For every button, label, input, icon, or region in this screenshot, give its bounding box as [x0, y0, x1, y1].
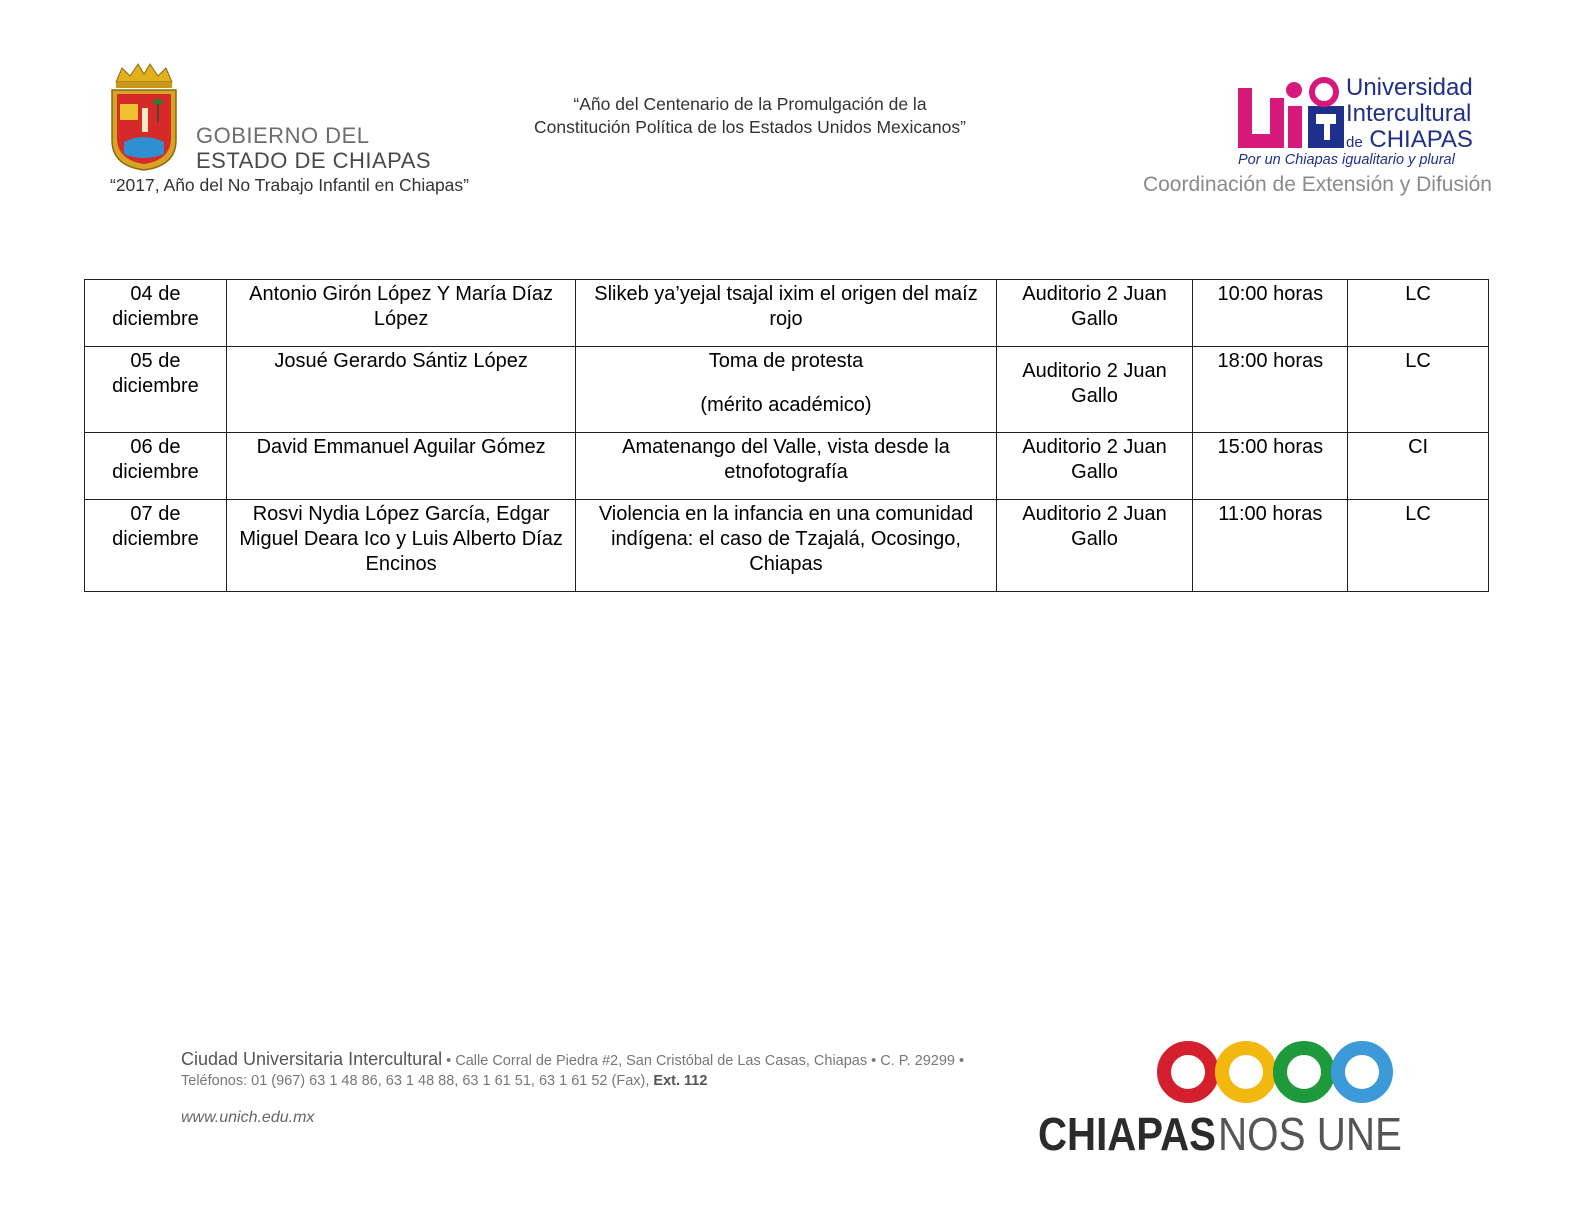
type-cell: LC [1348, 280, 1489, 347]
table-row [85, 280, 1489, 347]
gov-motto: “2017, Año del No Trabajo Infantil en Chiapas” [110, 175, 469, 195]
chiapas-nos-une-logo-icon [1038, 1040, 1404, 1160]
place-cell [996, 347, 1193, 433]
title-cell [576, 347, 996, 433]
footer-address: Ciudad Universitaria Intercultural • Calle Corral de Piedra #2, San Cristóbal de Las Casas, Chiapas • C. P. 29299 • Teléfonos: 01 (967) 63 1 48 86, 63 1 48 88, 63 1 61 51, 63 1 61 52 (Fax), Ext. 112 [181, 1049, 965, 1089]
gov-name-line2: ESTADO DE CHIAPAS [196, 148, 432, 173]
centenary-motto-line2: Constitución Política de los Estados Unidos Mexicanos” [534, 117, 966, 137]
table-row [85, 500, 1489, 592]
date-cell: 06 de diciembre [85, 433, 227, 500]
unich-name-line3 [1346, 126, 1473, 154]
table-row [85, 433, 1489, 500]
footer-website-link[interactable]: www.unich.edu.mx [181, 1109, 315, 1126]
time-cell: 15:00 horas [1193, 433, 1348, 500]
title-cell: Amatenango del Valle, vista desde la etnofotografía [576, 433, 996, 500]
coordination-title: Coordinación de Extensión y Difusión [1142, 173, 1492, 196]
footer-address-text: Calle Corral de Piedra #2, San Cristóbal de Las Casas, Chiapas • C. P. 29299 • Teléfonos: 01 (967) 63 1 48 86, 63 1 48 88, 63 1 61 51, 63 1 61 52 (Fax), [181, 1053, 965, 1089]
unich-name-line1: Universidad [1346, 74, 1473, 101]
title-cell: Violencia en la infancia en una comunidad indígena: el caso de Tzajalá, Ocosingo, Chiapas [576, 500, 996, 592]
events-table [84, 279, 1489, 592]
speaker-cell: Josué Gerardo Sántiz López [226, 347, 575, 433]
date-cell: 05 de diciembre [85, 347, 227, 433]
time-cell: 11:00 horas [1193, 500, 1348, 592]
footer-campus: Ciudad Universitaria Intercultural [181, 1049, 443, 1069]
speaker-cell: David Emmanuel Aguilar Gómez [226, 433, 575, 500]
type-cell: LC [1348, 500, 1489, 592]
place-cell: Auditorio 2 Juan Gallo [996, 500, 1193, 592]
centenary-motto-line1: “Año del Centenario de la Promulgación de la [573, 94, 927, 114]
brand-bold-text: CHIAPAS [1038, 1108, 1216, 1160]
unich-name-chiapas: CHIAPAS [1369, 126, 1473, 153]
place-cell: Auditorio 2 Juan Gallo [996, 433, 1193, 500]
footer-ext: Ext. 112 [653, 1073, 708, 1089]
type-cell: LC [1348, 347, 1489, 433]
chiapas-coat-of-arms-icon [108, 62, 180, 172]
title-main: Toma de protesta [708, 350, 864, 372]
place-text: Auditorio 2 Juan Gallo [1022, 360, 1167, 407]
title-subline: (mérito académico) [700, 394, 872, 416]
unich-tagline: Por un Chiapas igualitario y plural [1238, 152, 1455, 168]
title-cell: Slikeb ya’yejal tsajal ixim el origen del maíz rojo [576, 280, 996, 347]
unich-name-de: de [1346, 134, 1363, 151]
date-cell: 07 de diciembre [85, 500, 227, 592]
gov-name-line1: GOBIERNO DEL [196, 123, 370, 148]
unich-name-line2: Intercultural [1346, 100, 1472, 127]
time-cell: 10:00 horas [1193, 280, 1348, 347]
time-cell: 18:00 horas [1193, 347, 1348, 433]
place-cell: Auditorio 2 Juan Gallo [996, 280, 1193, 347]
unich-logo-icon [1236, 76, 1346, 156]
date-cell: 04 de diciembre [85, 280, 227, 347]
centenary-motto [470, 93, 1030, 139]
brand-light-text: NOS UNE [1218, 1108, 1402, 1160]
speaker-cell: Antonio Girón López Y María Díaz López [226, 280, 575, 347]
type-cell: CI [1348, 433, 1489, 500]
speaker-cell: Rosvi Nydia López García, Edgar Miguel Deara Ico y Luis Alberto Díaz Encinos [226, 500, 575, 592]
table-row [85, 347, 1489, 433]
